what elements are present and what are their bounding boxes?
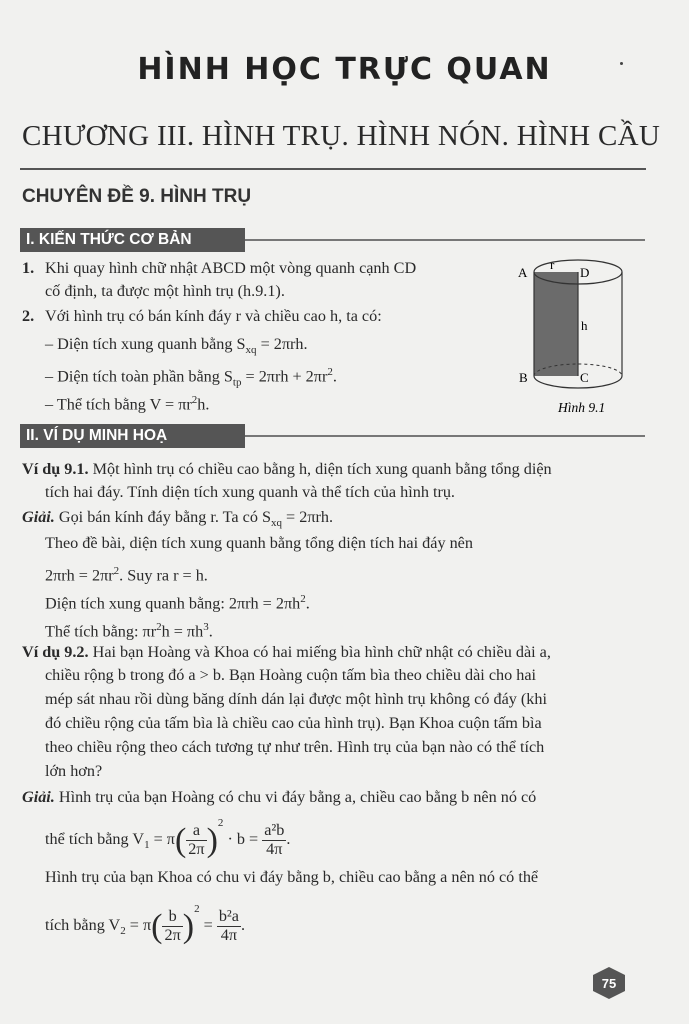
formula-lateral-area: – Diện tích xung quanh bằng $S_{xq} = 2\pi rh$. [45,335,308,357]
bottom-ellipse-front [534,376,622,388]
example-9-1-cont: tích hai đáy. Tính diện tích xung quanh và thể tích của hình trụ. [45,483,455,501]
label-D: D [580,265,590,280]
example-9-1: Ví dụ 9.1. Một hình trụ có chiều cao bằng h, diện tích xung quanh bằng tổng diện [22,460,552,478]
label-C: C [580,370,589,385]
page-number-badge [590,966,628,1000]
example-9-2-cont: mép sát nhau rồi dùng băng dính dán lại được một hình trụ không có đáy (khi [45,690,547,708]
label-B: B [519,370,528,385]
solution-line: Diện tích xung quanh bằng: $2\pi rh = 2\pi h^2$. [45,593,310,613]
solution-9-2: Giải. Hình trụ của bạn Hoàng có chu vi đáy bằng a, chiều cao bằng b nên nó có [22,788,537,806]
figure-caption: Hình 9.1 [558,400,606,415]
book-title: HÌNH HỌC TRỰC QUAN [137,52,552,87]
section-heading-examples: II. VÍ DỤ MINH HOẠ [20,424,245,448]
formula-v2: tích bằng $V_2 = \pi$( $\frac{b}{2\pi}$ )$^2$ = $\frac{\text{b²a}}{4\pi}$ . [45,903,245,945]
section-rule [245,435,645,437]
example-9-2-cont: theo chiều rộng theo cách tương tự như trên. Hình trụ của bạn nào có thể tích [45,738,545,756]
item-2: 2. Với hình trụ có bán kính đáy r và chiều cao h, ta có: [22,307,382,325]
solution-line: Thể tích bằng: $\pi r^2h = \pi h^3$. [45,621,213,641]
label-r: r [550,257,555,272]
section-rule [245,239,645,241]
solution-line: Hình trụ của bạn Khoa có chu vi đáy bằng b, chiều cao bằng a nên nó có thể [45,868,539,886]
example-9-2: Ví dụ 9.2. Hai bạn Hoàng và Khoa có hai miếng bìa hình chữ nhật có chiều dài a, [22,643,551,661]
formula-total-area: – Diện tích toàn phần bằng $S_{tp} = 2\pi rh + 2\pi r^2$. [45,366,337,389]
rotating-rectangle [534,272,578,376]
chapter-title: CHƯƠNG III. HÌNH TRỤ. HÌNH NÓN. HÌNH CẦU [22,120,661,152]
chapter-rule [20,168,646,170]
cylinder-figure [510,255,645,415]
item-1-cont: cố định, ta được một hình trụ (h.9.1). [45,282,285,300]
topic-title: CHUYÊN ĐỀ 9. HÌNH TRỤ [22,186,252,207]
solution-9-1: Giải. Gọi bán kính đáy bằng r. Ta có $S_{xq} = 2\pi rh$. [22,508,334,530]
dot-mark [620,62,623,65]
example-9-2-cont: chiều rộng b trong đó a > b. Bạn Hoàng cuộn tấm bìa theo chiều dài cho hai [45,666,537,684]
label-h: h [581,318,588,333]
page-number: 75 [601,976,617,991]
solution-line: Theo đề bài, diện tích xung quanh bằng tổng diện tích hai đáy nên [45,534,473,552]
section-heading-basics: I. KIẾN THỨC CƠ BẢN [20,228,245,252]
example-9-2-cont: đó chiều rộng của tấm bìa là chiều cao của hình trụ). Bạn Khoa cuộn tấm bìa [45,714,542,732]
item-1: 1. Khi quay hình chữ nhật ABCD một vòng quanh cạnh CD [22,259,417,277]
formula-v1: thể tích bằng $V_1 = \pi$( $\frac{a}{2\pi}$ )$^2$ · b = $\frac{\text{a²b}}{4\pi}$ . [45,817,291,859]
solution-line: $2\pi rh = 2\pi r^2$. Suy ra r = h. [45,565,208,585]
label-A: A [518,265,528,280]
example-9-2-cont: lớn hơn? [45,762,103,780]
formula-volume: – Thể tích bằng $V = \pi r^2h$. [45,394,210,414]
